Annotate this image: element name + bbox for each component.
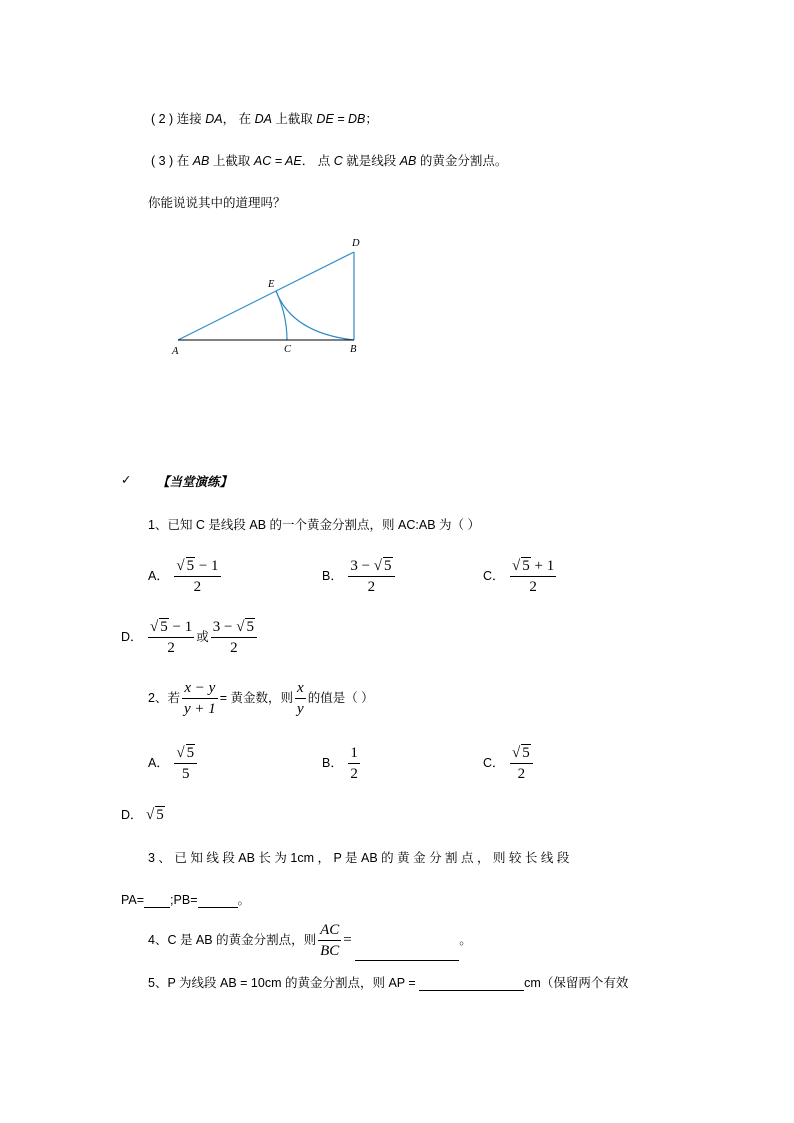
q2-text: 2、若 $\frac{x - y}{y + 1}$ = 黄金数，则 $\frac{x}{y}$ 的值是（ ） [148,680,374,717]
q3-text: 3 、 已 知 线 段 AB 长 为 1cm ， P 是 AB 的 黄 金 分 割 点 ， 则 较 长 线 段 [148,851,570,865]
section-title: 【当堂演练】 [157,475,233,489]
segment-ad [178,252,354,340]
question-text: 你能说说其中的道理吗？ [148,196,286,210]
q1-option-b: B． $\frac{3 - √ 5}{2}$ [322,556,397,597]
q1-text: 1、已知 C 是线段 AB 的一个黄金分割点，则 AC:AB 为（ ） [148,518,480,532]
label-e: E [268,279,275,290]
fraction: $\frac{√ 5 - 1}{2}$ [150,619,193,656]
q2-option-d: D． √ 5 [121,807,164,823]
q1-option-d: D． $\frac{√ 5 - 1}{2}$ 或 $\frac{3 - √ 5}{2}$ [121,617,259,658]
fraction: $\frac{1}{2}$ [350,745,358,782]
answer-blank-ratio[interactable] [355,946,459,961]
arc-be [276,291,354,340]
q1-option-a: A． $\frac{√ 5 - 1}{2}$ [148,558,219,595]
fraction: $\frac{√ 5}{5}$ [174,743,197,784]
label-c: C [284,344,292,355]
answer-blank-pb[interactable] [198,893,238,908]
fraction: $\frac{x}{y}$ [297,680,304,717]
step-number: ( 2 ) [151,112,174,126]
fraction: $\frac{x - y}{y + 1}$ [183,680,216,717]
answer-blank-ap[interactable] [419,976,524,991]
arc-ec [276,291,287,340]
fraction: $\frac{√ 5 + 1}{2}$ [512,558,555,595]
fraction: $\frac{AC}{BC}$ [320,922,340,959]
q1-option-c: C． $\frac{√ 5 + 1}{2}$ [483,558,555,595]
step-2-line: ( 2 ) 连接 DA， 在 DA 上截取 DE = DB； [151,112,378,126]
q5-text: 5、P 为线段 AB = 10cm 的黄金分割点，则 AP = cm（保留两个有效 [148,976,629,990]
q2-option-a: A． $\frac{√ 5}{5}$ [148,743,199,784]
fraction: $\frac{√ 5}{2}$ [510,743,533,784]
fraction: $\frac{3 - √ 5}{2}$ [211,617,257,658]
q2-option-c: C． $\frac{√ 5}{2}$ [483,743,535,784]
golden-section-figure [0,0,794,380]
answer-blank-pa[interactable] [144,893,170,908]
label-a: A [172,346,179,357]
label-d: D [352,238,360,249]
fraction: $\frac{√ 5 - 1}{2}$ [176,558,219,595]
q4-text: 4、C 是 AB 的黄金分割点，则 $\frac{AC}{BC}$ = 。 [148,922,472,959]
label-b: B [350,344,357,355]
checkmark-icon: ✓ [121,473,132,487]
q2-option-b: B． $\frac{1}{2}$ [322,745,358,782]
step-3-line: ( 3 ) 在 AB 上截取 AC = AE． 点 C 就是线段 AB 的黄金分割点。 [151,154,508,168]
q3-blanks: PA= ;PB= 。 [121,893,251,907]
fraction: $\frac{3 - √ 5}{2}$ [348,556,394,597]
step-number: ( 3 ) [151,154,174,168]
